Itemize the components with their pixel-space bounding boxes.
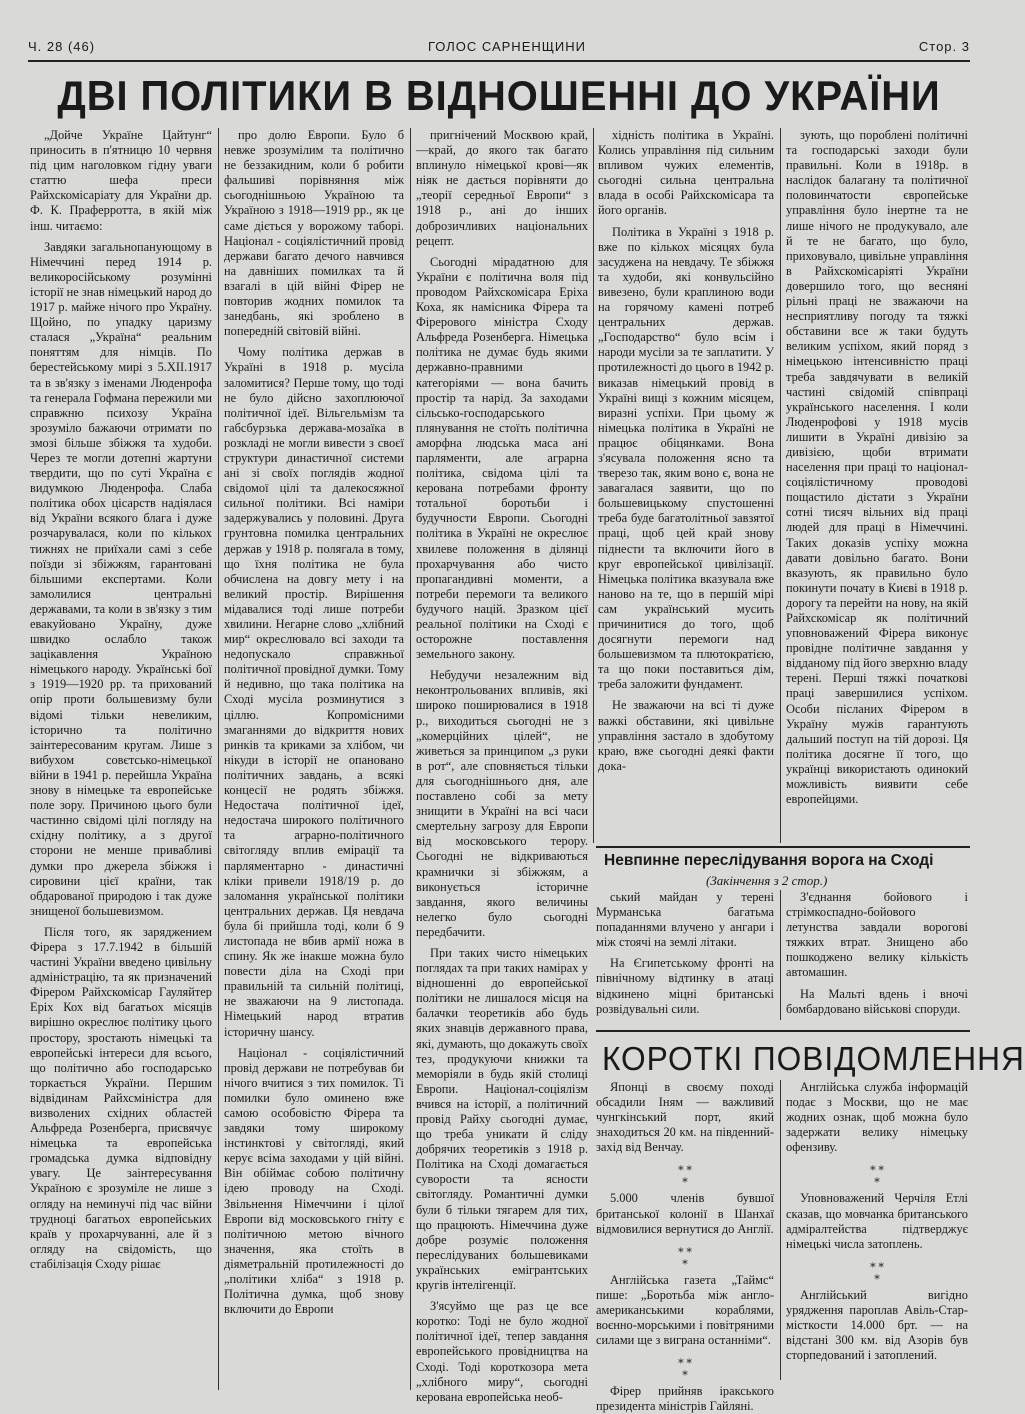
paragraph: На Єгипетському фронті на північному відтинку в атаці відкинено міцні британські розвідувальні сили. bbox=[596, 956, 774, 1016]
column-rule bbox=[218, 128, 219, 1390]
paragraph: пригнічений Москвою край, —край, до якого так багато вплинуло німецької крові—як ніяк не дається порівняти до „теорії середньої Европи“ з 1918 р., ані до інших доброзичливих національних рецепт. bbox=[416, 128, 588, 248]
paragraph: ський майдан у терені Мурманська багатьма попаданнями влучено у ангари і між стоячі на землі літаки. bbox=[596, 890, 774, 950]
paragraph: „Дойче Україне Цайтунг“ приносить в п'ятницю 10 червня під цим наголовком гідну уваги статтю шефа преси Райхскомісаріату для України др. Ф. К. Праферротта, в якій між інш. читаємо: bbox=[30, 128, 212, 233]
paragraph: Завдяки загальнопанующому в Німеччині перед 1914 р. великоросійському розумінні історії не знав німецький народ до 1917 р. майже нічого про Україну. Щойно, по упадку царизму сталася „Україна“ реальним поняттям для німців. По берестейському мирі з 5.ХІІ.1917 та в зв'язку з іменами Люденрофа та генерала Гофмана пережили ми справжню психозу Україна зрозуміло бажаючи отримати по змозі більше збіжжя та худоби. Через те могли дотепні жартуни твердити, що по суті Україна є видумкою Люденрофа. Слаба політика обох цісарств надіялася від України всякого блага і дуже розчарувалася, коли по кількох тижнях не приїхали самі з себе поїзди зі збіжжям, гарантовані більшими експертами. Коли замолилися центральні державами, та коли в зв'язку з тим евакуйовано Україну, дуже швидко ослабло також зацікавлення Україною німецького народу. Українські бої з 1919—1920 рр. та прихований опір проти большевизму були відомі тільки невеликим, історично та політично заінтересованим кругам. Лише з вибухом совєтсько-німецької війни в 1941 р. перейшла Україна знову в німецьке та европейське поле зору. Причиною цього були частинно свідомі цілі погляду на східну політику, а з другої сторони не менше привабливі думки про джерела збіжжя і сировини цієї країни, так обдарованої природою і так дуже знищеної большевизмом. bbox=[30, 239, 212, 918]
paragraph: З'ясуймо ще раз це все коротко: Тоді не було жодної політичної ідеї, тепер завдання европейського провідництва на Сході. Тоді короткозора мета „хлібного миру“, сьогодні керована европейська необ- bbox=[416, 1299, 588, 1404]
paragraph: Сьогодні мірадатною для України є політична воля під проводом Райхскомісара Еріха Коха, як намісника Фірера та Фірерового міністра Сходу Альфреда Розенберга. Німецька політика не думає будь якими державно-правними категоріями — вона бачить простір та нарід. За заходами сільсько-господарського плянування не стоїть політична аморфна людська маса ані парляменти, але аграрна політика, свідома цілі та керована потребами фронту тотальної боротьби і будучности Европи. Сьогодні політика в Україні не окреслює хвилеве положення в ділянці прохарчування або чисто пропагандивні моменти, а потреби перемоги та великого будучого націй. Зразком цієї реальної політики на Сході є осторожне поставлення земельного закону. bbox=[416, 254, 588, 662]
short-news-title: КОРОТКІ ПОВІДОМЛЕННЯ bbox=[602, 1040, 1025, 1077]
short-news-right bbox=[786, 1080, 968, 1380]
separator-stars: ⁎ ⁎ ⁎ bbox=[678, 1242, 692, 1267]
article-column-2 bbox=[224, 128, 404, 1388]
newspaper-title: ГОЛОС САРНЕНЩИНИ bbox=[427, 38, 587, 54]
paragraph: Англійська служба інформацій подає з Москви, що не має жодних ознак, щоб можна було задержати велику німецьку офензиву. bbox=[786, 1080, 968, 1155]
paragraph: З'єднання бойового і стрімкоспадно-бойового летунства завдали ворогові тяжких втрат. Знищено або пошкоджено велику кількість автомашин. bbox=[786, 890, 968, 980]
paragraph: Англійська газета „Таймс“ пише: „Боротьба між англо-американськими кораблями, воєнно-морськими і повітряними силами ще з виграна останніми“. bbox=[596, 1272, 774, 1348]
main-headline: ДВІ ПОЛІТИКИ В ВІДНОШЕННІ ДО УКРАЇНИ bbox=[57, 72, 941, 119]
issue-number: Ч. 28 (46) bbox=[28, 38, 96, 54]
paragraph: Фірер прийняв іракського президента міністрів Гайляні. bbox=[596, 1384, 774, 1414]
east-article-title: Невпинне переслідування ворога на Сході bbox=[604, 852, 934, 869]
column-rule bbox=[780, 890, 781, 1020]
paragraph: 5.000 членів бувшої британської колонії в Шанхаї відмовилися вернутися до Англії. bbox=[596, 1191, 774, 1236]
paragraph: Японці в своєму поході обсадили Іням — важливий чунгкінський порт, який знаходиться 20 км. на південний-захід від Венчау. bbox=[596, 1080, 774, 1155]
paragraph: Небудучи незалежним від неконтрольованих впливів, які широко поширювалися в 1918 р., виходиться сьогодні не з „комерційних цілей“, не живеться за принципом „з руки в рот“, але сповняється тільки для сьогоднішнього дня, але поставлено собі за мету знищити в Україні на всі часи смертельну загрозу для Европи від московського терору. Сьогодні не відкриваються крамнички зі збіжжям, а виконується історичне завдання, якого величины нелегко було сьогодні передбачити. bbox=[416, 668, 588, 939]
article-column-4 bbox=[598, 128, 774, 840]
page-header bbox=[28, 36, 970, 62]
page-number: Стор. 3 bbox=[918, 38, 970, 54]
paragraph: При таких чисто німецьких поглядах та при таких намірах у відношенні до европейської політики не лишалося місця на балачки теоретиків або будь яких знавців державного права, які, думають, що докажуть своїх тез, продукуючи книжки та меморіяли в будь якій столиці Европи. Націонал-соціялізм вчився на історії, а політичний провід Райху сьогодні думає, що треба уникати й сліду добрячих теоретиків з 1918 р. Політика на Сході домагається суворости та ясности світогляду. Романтичні думки були б тільки тягарем для тих, що працюють. Німеччина дуже добре розуміє положення переслідуваних большевиками українських емігрантських кругів інтелігенції. bbox=[416, 945, 588, 1293]
paragraph: Уповноважений Черчіля Етлі сказав, що мовчанка британського адміралтейства підтверджує німецькі числа затоплень. bbox=[786, 1191, 968, 1251]
east-article-right bbox=[786, 890, 968, 1020]
east-article-note: (Закінчення з 2 стор.) bbox=[706, 873, 828, 888]
paragraph: про долю Европи. Було б невже зрозумілим та політично не беззакидним, коли б робити фальшиві порівняння між сьогоднішньою Україною та Україною з 1918—1919 рр., як це саме діється у ворожому таборі. Націонал - соціялістичний провід держави багато дечого навчився на давніших помилках та й взагалі в цій війні Фірер не повторив жодних помилок та занедбань, які зроблено в попередній світовій війні. bbox=[224, 128, 404, 339]
paragraph: Не зважаючи на всі ті дуже важкі обставини, які цивільне управління застало в здобутому краю, вже сьогодні деякі факти дока- bbox=[598, 698, 774, 773]
article-column-3 bbox=[416, 128, 588, 1404]
paragraph: Політика в Україні з 1918 р. вже по кількох місяцях була засуджена на невдачу. Те збіжжя та худоби, які конвульсійно вивезено, були краплиною води на горячому камені потреб центральних держав. „Господарство“ було всім і народи мусіли за те заплатити. У протилежності до цього в 1942 р. виказав німецький провід в Україні вищі з кожним місяцем, виразні успіхи. При цьому ж німецька політика в Україні не працює обіцянками. Вона з'ясувала положення ясно та тверезо так, яким воно є, вона не завагалася заявити, що по большевицькому спустошенні треба буде багатолітньої завзятої праці, щоб цей край знову піднести та включити його в круг европейської цивілізації. Німецька політика вказувала вже наново на те, що в першій мірі сам український мусить причинитися до того, щоб досягнути перемоги над большевизмом та плютократією, та що поки поставиться дім, треба заложити фундамент. bbox=[598, 224, 774, 692]
column-rule bbox=[780, 128, 781, 843]
separator-stars: ⁎ ⁎ ⁎ bbox=[870, 1161, 884, 1186]
column-rule bbox=[593, 128, 594, 843]
separator-stars: ⁎ ⁎ ⁎ bbox=[678, 1161, 692, 1186]
article-column-1 bbox=[30, 128, 212, 1388]
column-rule bbox=[410, 128, 411, 1390]
separator-stars: ⁎ ⁎ ⁎ bbox=[678, 1354, 692, 1379]
paragraph: На Мальті вдень і вночі бомбардовано військові споруди. bbox=[786, 986, 968, 1016]
paragraph: Після того, як заряджением Фірера з 17.7.1942 в більшій частині України введено цивільну адміністрацію, та як призначений Фірером Райхскомісар Гауляйтер Еріх Кох від багатьох місяців вирішно окреслює політику цього простору, зростають німецькі та европейські інтереси для всього, що політично або господарсько торкається України. Першим відвідинам Райхсміністра для визволених східних областей Альфреда Розенберга, присвячує німецька та европейська громадська думка відповідну увагу. Це заінтересування Україною є зрозуміле не лише з огляду на неминучі під час війни трудноці багатьох европейських країв у прохарчуванні, але й з огляду на свідомість, що стабілізація Сходу рішає bbox=[30, 924, 212, 1271]
separator-stars: ⁎ ⁎ ⁎ bbox=[870, 1257, 884, 1282]
paragraph: Англійський вигідно урядження пароплав Авіль-Стар-місткости 14.000 брт. — на відстані 300 км. від Азорів був сторпедований і затоплений. bbox=[786, 1287, 968, 1363]
paragraph: Націонал - соціялістичний провід держави не потребував би нічого вчитися з тих помилок. Ті помилки було оминено вже самою особовістю Фірера та завдяки тому широкому інстинктові у світогляді, який керує всіма заходами у цій війні. Він обіймає собою політичну ідею проводу на Сході. Звільнення Німеччини і цілої Европи від московського гніту є політичною метою вічного значення, яка стоїть в діяметральній протилежності до „політики хліба“ з 1918 р. Політична думка, щоб знову включити до Европи bbox=[224, 1045, 404, 1317]
paragraph: зують, що пороблені політичні та господарські заходи були правильні. Коли в 1918р. в наслідок балагану та політичної половинчатости європейське управління було інертне та не лише нічого не продукувало, але й те не багато, що було, приховувало, цивільне управління в Райхскомісаріяті України довершило того, що весняні рільні праці не зважаючи на несприятливу погоду та тяжкі обставини все ж таки будуть великим успіхом, який поряд з німецькою інтенсивністю праці треба завдячувати в великій частині свідомій співпраці українського населення. І коли Люденрофові у 1918 мусів лишити в Україні дивізію за дивізією, щоби втримати населення при праці то націонал-соціялістичному проводові пощастило дістати з України сотні тисяч вільних від праці людей для праці в Німеччині. Таких доказів успіху можна давати довільно багато. Вони вказують, як правильно було покинути почату в Києві в 1918 р. дорогу та перейти на нову, на якій Райхскомісар як політичний уповноважений Фірера виконує провідне політичне завдання у відданому під його зверхню владу терені. Перші тяжкі початкові праці завершилися успіхом. Особи післаних Фірером в Україну мужів гарантують дальший поступ на тій дорозі. Ця політика досягне її того, що українці використають одинокий можливість виявити себе европейцями. bbox=[786, 128, 968, 807]
section-divider bbox=[596, 1030, 970, 1032]
short-news-left bbox=[596, 1080, 774, 1414]
east-article-left bbox=[596, 890, 774, 1020]
paragraph: Чому політика держав в Україні в 1918 р. мусіла заломитися? Перше тому, що тоді не було дійсно захоплюючої політичної ідеї. Вільгельмізм та габсбурзька держава-мозаїка в розкладі не могли вивести з своєї структури династичної системи ані зі своїх поглядів жодної свідомої цілі та далекосяжної сильної політики. Всі наміри задержувались у половині. Друга грунтовна помилка центральних держав у 1918 р. полягала в тому, що їхня політика не була обчислена на довгу мету і на великий простір. Вирішення мідавалися тоді лише потреби хвилини. Негарне слово „хлібний мир“ окреслювало всі заходи та недопускало справжньої політичної провідної думки. Тому й недивно, що така політика на Сході мусіла розминутися з ціллю. Копромісними змаганнями до відкриття нових ринків та криками за хлібом, чи нікуди в історії не опановано політичних завдань, а всякі концесії не родять збіжжя. Недостача політичної ідеї, недостача широкого політичного та аграрно-політичного світогляду вплив емірації та парляментарно - династичні кліки привели 1918/19 р. до заломання української політики центральних держав. Ця невдача була бі прийшла тоді, коли б 9 листопада не вбив армії ножа в спину. Як же інакше можна було повести діла на Сході при правильній та сильній політиці, не зважаючи на 9 листопада. Німецький народ втратив історичну шансу. bbox=[224, 345, 404, 1039]
section-divider bbox=[596, 846, 970, 848]
article-column-5 bbox=[786, 128, 968, 840]
column-rule bbox=[780, 1080, 781, 1380]
paragraph: хідність політика в Україні. Колись управління під сильним впливом чужих елементів, сьогодні сильна центральна влада в особі Райхскомісара та його органів. bbox=[598, 128, 774, 218]
